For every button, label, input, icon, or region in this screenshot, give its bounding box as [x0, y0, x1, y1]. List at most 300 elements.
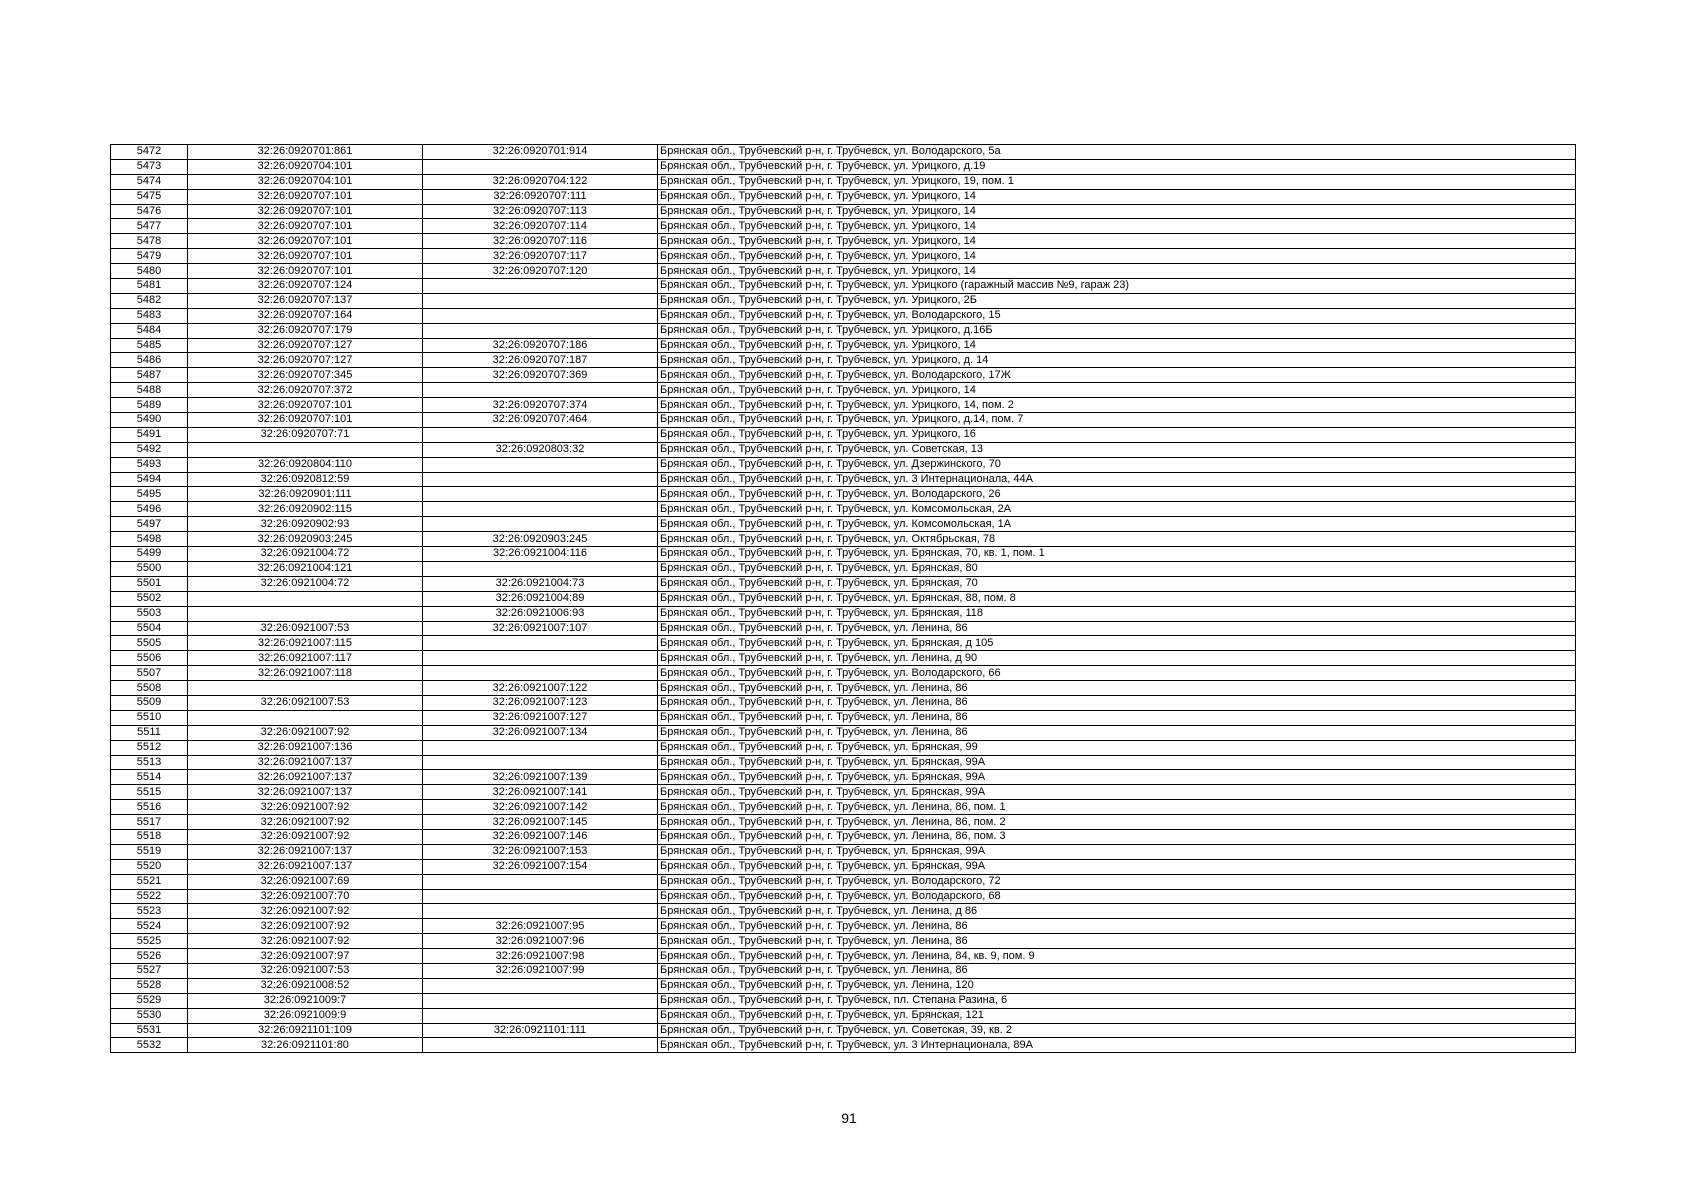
object-cadastral-number-cell: 32:26:0920704:122	[423, 174, 658, 189]
object-cadastral-number-cell: 32:26:0921007:98	[423, 949, 658, 964]
address-cell: Брянская обл., Трубчевский р-н, г. Трубчевск, ул. Брянская, 99А	[658, 755, 1576, 770]
cadastral-number-cell: 32:26:0921007:53	[188, 963, 423, 978]
cadastral-number-cell: 32:26:0920707:101	[188, 249, 423, 264]
table-row	[111, 621, 1576, 636]
object-cadastral-number-cell: 32:26:0921004:116	[423, 547, 658, 562]
row-number-cell: 5482	[111, 293, 188, 308]
table-row	[111, 338, 1576, 353]
cadastral-number-cell: 32:26:0921007:92	[188, 904, 423, 919]
address-cell: Брянская обл., Трубчевский р-н, г. Трубчевск, ул. Урицкого, д.14, пом. 7	[658, 413, 1576, 428]
row-number-cell: 5486	[111, 353, 188, 368]
object-cadastral-number-cell	[423, 323, 658, 338]
cadastral-number-cell: 32:26:0921007:115	[188, 636, 423, 651]
cadastral-number-cell: 32:26:0921007:53	[188, 621, 423, 636]
row-number-cell: 5478	[111, 234, 188, 249]
row-number-cell: 5513	[111, 755, 188, 770]
address-cell: Брянская обл., Трубчевский р-н, г. Трубчевск, ул. Ленина, 86	[658, 681, 1576, 696]
cadastral-number-cell: 32:26:0920704:101	[188, 159, 423, 174]
object-cadastral-number-cell	[423, 651, 658, 666]
table-row	[111, 293, 1576, 308]
row-number-cell: 5496	[111, 502, 188, 517]
object-cadastral-number-cell: 32:26:0921007:127	[423, 710, 658, 725]
object-cadastral-number-cell: 32:26:0920707:374	[423, 398, 658, 413]
table-row	[111, 189, 1576, 204]
object-cadastral-number-cell: 32:26:0920707:187	[423, 353, 658, 368]
row-number-cell: 5474	[111, 174, 188, 189]
table-row	[111, 561, 1576, 576]
cadastral-number-cell	[188, 591, 423, 606]
row-number-cell: 5492	[111, 442, 188, 457]
address-cell: Брянская обл., Трубчевский р-н, г. Трубчевск, ул. Урицкого, 14	[658, 264, 1576, 279]
row-number-cell: 5484	[111, 323, 188, 338]
address-cell: Брянская обл., Трубчевский р-н, г. Трубчевск, ул. Урицкого, д.16Б	[658, 323, 1576, 338]
row-number-cell: 5529	[111, 993, 188, 1008]
address-cell: Брянская обл., Трубчевский р-н, г. Трубчевск, ул. Дзержинского, 70	[658, 457, 1576, 472]
table-row	[111, 800, 1576, 815]
object-cadastral-number-cell	[423, 487, 658, 502]
address-cell: Брянская обл., Трубчевский р-н, г. Трубчевск, ул. Урицкого, 19, пом. 1	[658, 174, 1576, 189]
table-row	[111, 264, 1576, 279]
object-cadastral-number-cell: 32:26:0920707:369	[423, 368, 658, 383]
row-number-cell: 5515	[111, 785, 188, 800]
address-cell: Брянская обл., Трубчевский р-н, г. Трубчевск, ул. Урицкого, 14	[658, 338, 1576, 353]
row-number-cell: 5525	[111, 934, 188, 949]
address-cell: Брянская обл., Трубчевский р-н, г. Трубчевск, ул. Брянская, 118	[658, 606, 1576, 621]
object-cadastral-number-cell: 32:26:0920707:186	[423, 338, 658, 353]
row-number-cell: 5512	[111, 740, 188, 755]
object-cadastral-number-cell	[423, 457, 658, 472]
address-cell: Брянская обл., Трубчевский р-н, г. Трубчевск, ул. Ленина, 86	[658, 695, 1576, 710]
row-number-cell: 5528	[111, 978, 188, 993]
cadastral-number-cell: 32:26:0920707:101	[188, 413, 423, 428]
object-cadastral-number-cell: 32:26:0921007:107	[423, 621, 658, 636]
table-row	[111, 755, 1576, 770]
table-row	[111, 844, 1576, 859]
address-cell: Брянская обл., Трубчевский р-н, г. Трубчевск, ул. Урицкого, 14	[658, 234, 1576, 249]
object-cadastral-number-cell	[423, 472, 658, 487]
object-cadastral-number-cell	[423, 993, 658, 1008]
table-row	[111, 815, 1576, 830]
cadastral-number-cell: 32:26:0921007:92	[188, 815, 423, 830]
table-row	[111, 219, 1576, 234]
address-cell: Брянская обл., Трубчевский р-н, г. Трубчевск, ул. Брянская, д 105	[658, 636, 1576, 651]
table-row	[111, 353, 1576, 368]
cadastral-number-cell: 32:26:0920707:101	[188, 398, 423, 413]
address-cell: Брянская обл., Трубчевский р-н, г. Трубчевск, ул. Брянская, 80	[658, 561, 1576, 576]
property-table-body	[111, 145, 1576, 1053]
table-row	[111, 651, 1576, 666]
cadastral-number-cell: 32:26:0921004:121	[188, 561, 423, 576]
address-cell: Брянская обл., Трубчевский р-н, г. Трубчевск, ул. Урицкого, 2Б	[658, 293, 1576, 308]
object-cadastral-number-cell: 32:26:0921007:145	[423, 815, 658, 830]
object-cadastral-number-cell: 32:26:0921007:154	[423, 859, 658, 874]
address-cell: Брянская обл., Трубчевский р-н, г. Трубчевск, ул. Ленина, 86, пом. 3	[658, 829, 1576, 844]
row-number-cell: 5519	[111, 844, 188, 859]
row-number-cell: 5497	[111, 517, 188, 532]
address-cell: Брянская обл., Трубчевский р-н, г. Трубчевск, ул. Брянская, 99А	[658, 859, 1576, 874]
object-cadastral-number-cell: 32:26:0921007:141	[423, 785, 658, 800]
table-row	[111, 695, 1576, 710]
table-row	[111, 517, 1576, 532]
row-number-cell: 5499	[111, 547, 188, 562]
row-number-cell: 5493	[111, 457, 188, 472]
row-number-cell: 5502	[111, 591, 188, 606]
table-row	[111, 279, 1576, 294]
cadastral-number-cell: 32:26:0921007:117	[188, 651, 423, 666]
row-number-cell: 5480	[111, 264, 188, 279]
row-number-cell: 5477	[111, 219, 188, 234]
address-cell: Брянская обл., Трубчевский р-н, г. Трубчевск, ул. Урицкого, 14, пом. 2	[658, 398, 1576, 413]
row-number-cell: 5487	[111, 368, 188, 383]
row-number-cell: 5506	[111, 651, 188, 666]
address-cell: Брянская обл., Трубчевский р-н, г. Трубчевск, ул. Ленина, 84, кв. 9, пом. 9	[658, 949, 1576, 964]
object-cadastral-number-cell	[423, 889, 658, 904]
object-cadastral-number-cell: 32:26:0921007:139	[423, 770, 658, 785]
address-cell: Брянская обл., Трубчевский р-н, г. Трубчевск, ул. Брянская, 99А	[658, 785, 1576, 800]
cadastral-number-cell: 32:26:0920707:101	[188, 189, 423, 204]
object-cadastral-number-cell	[423, 308, 658, 323]
cadastral-number-cell: 32:26:0921009:9	[188, 1008, 423, 1023]
property-table	[110, 144, 1576, 1053]
row-number-cell: 5479	[111, 249, 188, 264]
row-number-cell: 5503	[111, 606, 188, 621]
table-row	[111, 636, 1576, 651]
cadastral-number-cell: 32:26:0920901:111	[188, 487, 423, 502]
row-number-cell: 5526	[111, 949, 188, 964]
cadastral-number-cell: 32:26:0921009:7	[188, 993, 423, 1008]
cadastral-number-cell: 32:26:0920707:124	[188, 279, 423, 294]
address-cell: Брянская обл., Трубчевский р-н, г. Трубчевск, ул. Брянская, 121	[658, 1008, 1576, 1023]
object-cadastral-number-cell	[423, 427, 658, 442]
object-cadastral-number-cell: 32:26:0921007:142	[423, 800, 658, 815]
row-number-cell: 5473	[111, 159, 188, 174]
object-cadastral-number-cell	[423, 666, 658, 681]
cadastral-number-cell: 32:26:0920812:59	[188, 472, 423, 487]
object-cadastral-number-cell	[423, 904, 658, 919]
table-row	[111, 576, 1576, 591]
table-row	[111, 427, 1576, 442]
address-cell: Брянская обл., Трубчевский р-н, г. Трубчевск, ул. Володарского, 66	[658, 666, 1576, 681]
cadastral-number-cell: 32:26:0920707:101	[188, 204, 423, 219]
row-number-cell: 5516	[111, 800, 188, 815]
cadastral-number-cell: 32:26:0920804:110	[188, 457, 423, 472]
object-cadastral-number-cell: 32:26:0921007:123	[423, 695, 658, 710]
table-row	[111, 666, 1576, 681]
table-row	[111, 204, 1576, 219]
row-number-cell: 5518	[111, 829, 188, 844]
address-cell: Брянская обл., Трубчевский р-н, г. Трубчевск, ул. Комсомольская, 1А	[658, 517, 1576, 532]
object-cadastral-number-cell: 32:26:0921004:89	[423, 591, 658, 606]
cadastral-number-cell: 32:26:0920707:137	[188, 293, 423, 308]
object-cadastral-number-cell	[423, 502, 658, 517]
table-row	[111, 859, 1576, 874]
address-cell: Брянская обл., Трубчевский р-н, г. Трубчевск, ул. Ленина, 86	[658, 725, 1576, 740]
table-row	[111, 770, 1576, 785]
table-row	[111, 978, 1576, 993]
object-cadastral-number-cell	[423, 293, 658, 308]
cadastral-number-cell: 32:26:0921007:137	[188, 785, 423, 800]
cadastral-number-cell: 32:26:0920902:93	[188, 517, 423, 532]
cadastral-number-cell: 32:26:0921007:137	[188, 844, 423, 859]
object-cadastral-number-cell: 32:26:0920903:245	[423, 532, 658, 547]
address-cell: Брянская обл., Трубчевский р-н, г. Трубчевск, ул. Володарского, 5а	[658, 145, 1576, 160]
object-cadastral-number-cell: 32:26:0921007:122	[423, 681, 658, 696]
table-row	[111, 949, 1576, 964]
address-cell: Брянская обл., Трубчевский р-н, г. Трубчевск, ул. Брянская, 70, кв. 1, пом. 1	[658, 547, 1576, 562]
row-number-cell: 5521	[111, 874, 188, 889]
table-row	[111, 710, 1576, 725]
cadastral-number-cell: 32:26:0921101:109	[188, 1023, 423, 1038]
address-cell: Брянская обл., Трубчевский р-н, г. Трубчевск, ул. Брянская, 99	[658, 740, 1576, 755]
address-cell: Брянская обл., Трубчевский р-н, г. Трубчевск, ул. Ленина, 86	[658, 963, 1576, 978]
object-cadastral-number-cell: 32:26:0920701:914	[423, 145, 658, 160]
object-cadastral-number-cell	[423, 755, 658, 770]
address-cell: Брянская обл., Трубчевский р-н, г. Трубчевск, ул. Урицкого (гаражный массив №9, гараж 23)	[658, 279, 1576, 294]
row-number-cell: 5494	[111, 472, 188, 487]
object-cadastral-number-cell	[423, 1038, 658, 1053]
object-cadastral-number-cell	[423, 978, 658, 993]
table-row	[111, 1008, 1576, 1023]
row-number-cell: 5485	[111, 338, 188, 353]
row-number-cell: 5522	[111, 889, 188, 904]
table-row	[111, 993, 1576, 1008]
table-row	[111, 457, 1576, 472]
address-cell: Брянская обл., Трубчевский р-н, г. Трубчевск, ул. Ленина, 86, пом. 2	[658, 815, 1576, 830]
row-number-cell: 5472	[111, 145, 188, 160]
table-row	[111, 413, 1576, 428]
row-number-cell: 5509	[111, 695, 188, 710]
address-cell: Брянская обл., Трубчевский р-н, г. Трубчевск, ул. Урицкого, 14	[658, 219, 1576, 234]
object-cadastral-number-cell: 32:26:0921101:111	[423, 1023, 658, 1038]
table-row	[111, 398, 1576, 413]
cadastral-number-cell: 32:26:0921007:136	[188, 740, 423, 755]
address-cell: Брянская обл., Трубчевский р-н, г. Трубчевск, ул. 3 Интернационала, 89А	[658, 1038, 1576, 1053]
cadastral-number-cell: 32:26:0921007:92	[188, 725, 423, 740]
row-number-cell: 5481	[111, 279, 188, 294]
object-cadastral-number-cell: 32:26:0921004:73	[423, 576, 658, 591]
table-row	[111, 1038, 1576, 1053]
cadastral-number-cell: 32:26:0920707:345	[188, 368, 423, 383]
object-cadastral-number-cell: 32:26:0920707:113	[423, 204, 658, 219]
cadastral-number-cell: 32:26:0920707:101	[188, 219, 423, 234]
table-row	[111, 308, 1576, 323]
row-number-cell: 5517	[111, 815, 188, 830]
object-cadastral-number-cell: 32:26:0920707:120	[423, 264, 658, 279]
cadastral-number-cell: 32:26:0921007:118	[188, 666, 423, 681]
table-row	[111, 487, 1576, 502]
address-cell: Брянская обл., Трубчевский р-н, г. Трубчевск, ул. Советская, 39, кв. 2	[658, 1023, 1576, 1038]
row-number-cell: 5490	[111, 413, 188, 428]
table-row	[111, 874, 1576, 889]
object-cadastral-number-cell	[423, 517, 658, 532]
object-cadastral-number-cell: 32:26:0921007:153	[423, 844, 658, 859]
address-cell: Брянская обл., Трубчевский р-н, г. Трубчевск, ул. Ленина, 86	[658, 919, 1576, 934]
table-row	[111, 532, 1576, 547]
address-cell: Брянская обл., Трубчевский р-н, г. Трубчевск, ул. Урицкого, 14	[658, 249, 1576, 264]
address-cell: Брянская обл., Трубчевский р-н, г. Трубчевск, ул. Брянская, 99А	[658, 844, 1576, 859]
address-cell: Брянская обл., Трубчевский р-н, г. Трубчевск, ул. Урицкого, 14	[658, 383, 1576, 398]
cadastral-number-cell: 32:26:0920903:245	[188, 532, 423, 547]
table-row	[111, 472, 1576, 487]
object-cadastral-number-cell	[423, 740, 658, 755]
table-row	[111, 234, 1576, 249]
table-row	[111, 829, 1576, 844]
object-cadastral-number-cell: 32:26:0920707:114	[423, 219, 658, 234]
cadastral-number-cell: 32:26:0921007:92	[188, 829, 423, 844]
address-cell: Брянская обл., Трубчевский р-н, г. Трубчевск, ул. 3 Интернационала, 44А	[658, 472, 1576, 487]
table-row	[111, 725, 1576, 740]
row-number-cell: 5531	[111, 1023, 188, 1038]
address-cell: Брянская обл., Трубчевский р-н, г. Трубчевск, ул. Ленина, д 90	[658, 651, 1576, 666]
row-number-cell: 5510	[111, 710, 188, 725]
address-cell: Брянская обл., Трубчевский р-н, г. Трубчевск, ул. Володарского, 17Ж	[658, 368, 1576, 383]
table-row	[111, 174, 1576, 189]
cadastral-number-cell: 32:26:0921007:137	[188, 755, 423, 770]
object-cadastral-number-cell	[423, 874, 658, 889]
cadastral-number-cell: 32:26:0920704:101	[188, 174, 423, 189]
cadastral-number-cell: 32:26:0920707:101	[188, 234, 423, 249]
row-number-cell: 5523	[111, 904, 188, 919]
row-number-cell: 5514	[111, 770, 188, 785]
table-row	[111, 323, 1576, 338]
table-row	[111, 591, 1576, 606]
table-row	[111, 1023, 1576, 1038]
cadastral-number-cell: 32:26:0921007:137	[188, 770, 423, 785]
cadastral-number-cell: 32:26:0921004:72	[188, 547, 423, 562]
row-number-cell: 5505	[111, 636, 188, 651]
row-number-cell: 5530	[111, 1008, 188, 1023]
row-number-cell: 5500	[111, 561, 188, 576]
cadastral-number-cell: 32:26:0920707:101	[188, 264, 423, 279]
object-cadastral-number-cell	[423, 636, 658, 651]
object-cadastral-number-cell: 32:26:0920707:116	[423, 234, 658, 249]
address-cell: Брянская обл., Трубчевский р-н, г. Трубчевск, пл. Степана Разина, 6	[658, 993, 1576, 1008]
cadastral-number-cell: 32:26:0921007:70	[188, 889, 423, 904]
row-number-cell: 5488	[111, 383, 188, 398]
cadastral-number-cell: 32:26:0921004:72	[188, 576, 423, 591]
table-row	[111, 934, 1576, 949]
object-cadastral-number-cell: 32:26:0920707:464	[423, 413, 658, 428]
address-cell: Брянская обл., Трубчевский р-н, г. Трубчевск, ул. Ленина, 86	[658, 934, 1576, 949]
table-row	[111, 606, 1576, 621]
row-number-cell: 5527	[111, 963, 188, 978]
address-cell: Брянская обл., Трубчевский р-н, г. Трубчевск, ул. Ленина, 86, пом. 1	[658, 800, 1576, 815]
table-row	[111, 963, 1576, 978]
table-row	[111, 502, 1576, 517]
cadastral-number-cell: 32:26:0920707:127	[188, 353, 423, 368]
address-cell: Брянская обл., Трубчевский р-н, г. Трубчевск, ул. Комсомольская, 2А	[658, 502, 1576, 517]
address-cell: Брянская обл., Трубчевский р-н, г. Трубчевск, ул. Урицкого, д. 14	[658, 353, 1576, 368]
table-row	[111, 383, 1576, 398]
object-cadastral-number-cell	[423, 279, 658, 294]
cadastral-number-cell	[188, 442, 423, 457]
object-cadastral-number-cell	[423, 159, 658, 174]
cadastral-number-cell: 32:26:0920707:372	[188, 383, 423, 398]
object-cadastral-number-cell: 32:26:0921006:93	[423, 606, 658, 621]
object-cadastral-number-cell: 32:26:0920803:32	[423, 442, 658, 457]
table-row	[111, 145, 1576, 160]
object-cadastral-number-cell	[423, 561, 658, 576]
row-number-cell: 5504	[111, 621, 188, 636]
object-cadastral-number-cell: 32:26:0920707:111	[423, 189, 658, 204]
row-number-cell: 5507	[111, 666, 188, 681]
table-row	[111, 889, 1576, 904]
cadastral-number-cell: 32:26:0921007:92	[188, 800, 423, 815]
cadastral-number-cell: 32:26:0921007:53	[188, 695, 423, 710]
address-cell: Брянская обл., Трубчевский р-н, г. Трубчевск, ул. Володарского, 26	[658, 487, 1576, 502]
cadastral-number-cell: 32:26:0921101:80	[188, 1038, 423, 1053]
object-cadastral-number-cell: 32:26:0921007:146	[423, 829, 658, 844]
row-number-cell: 5476	[111, 204, 188, 219]
table-row	[111, 919, 1576, 934]
object-cadastral-number-cell	[423, 383, 658, 398]
cadastral-number-cell: 32:26:0921008:52	[188, 978, 423, 993]
cadastral-number-cell: 32:26:0920707:71	[188, 427, 423, 442]
cadastral-number-cell: 32:26:0920707:127	[188, 338, 423, 353]
address-cell: Брянская обл., Трубчевский р-н, г. Трубчевск, ул. Ленина, д 86	[658, 904, 1576, 919]
row-number-cell: 5532	[111, 1038, 188, 1053]
table-row	[111, 681, 1576, 696]
cadastral-number-cell	[188, 710, 423, 725]
address-cell: Брянская обл., Трубчевский р-н, г. Трубчевск, ул. Брянская, 99А	[658, 770, 1576, 785]
cadastral-number-cell: 32:26:0921007:97	[188, 949, 423, 964]
row-number-cell: 5498	[111, 532, 188, 547]
cadastral-number-cell: 32:26:0921007:69	[188, 874, 423, 889]
row-number-cell: 5495	[111, 487, 188, 502]
row-number-cell: 5489	[111, 398, 188, 413]
address-cell: Брянская обл., Трубчевский р-н, г. Трубчевск, ул. Октябрьская, 78	[658, 532, 1576, 547]
row-number-cell: 5475	[111, 189, 188, 204]
row-number-cell: 5520	[111, 859, 188, 874]
table-row	[111, 442, 1576, 457]
cadastral-number-cell: 32:26:0921007:92	[188, 934, 423, 949]
address-cell: Брянская обл., Трубчевский р-н, г. Трубчевск, ул. Володарского, 72	[658, 874, 1576, 889]
address-cell: Брянская обл., Трубчевский р-н, г. Трубчевск, ул. Урицкого, 14	[658, 189, 1576, 204]
table-row	[111, 904, 1576, 919]
address-cell: Брянская обл., Трубчевский р-н, г. Трубчевск, ул. Урицкого, 14	[658, 204, 1576, 219]
cadastral-number-cell: 32:26:0920902:115	[188, 502, 423, 517]
object-cadastral-number-cell: 32:26:0921007:96	[423, 934, 658, 949]
object-cadastral-number-cell: 32:26:0920707:117	[423, 249, 658, 264]
address-cell: Брянская обл., Трубчевский р-н, г. Трубчевск, ул. Ленина, 86	[658, 710, 1576, 725]
cadastral-number-cell: 32:26:0920701:861	[188, 145, 423, 160]
row-number-cell: 5524	[111, 919, 188, 934]
page-number: 91	[841, 1110, 857, 1126]
address-cell: Брянская обл., Трубчевский р-н, г. Трубчевск, ул. Володарского, 15	[658, 308, 1576, 323]
cadastral-number-cell	[188, 681, 423, 696]
cadastral-number-cell	[188, 606, 423, 621]
row-number-cell: 5491	[111, 427, 188, 442]
object-cadastral-number-cell	[423, 1008, 658, 1023]
object-cadastral-number-cell: 32:26:0921007:95	[423, 919, 658, 934]
cadastral-number-cell: 32:26:0921007:137	[188, 859, 423, 874]
address-cell: Брянская обл., Трубчевский р-н, г. Трубчевск, ул. Ленина, 120	[658, 978, 1576, 993]
row-number-cell: 5483	[111, 308, 188, 323]
address-cell: Брянская обл., Трубчевский р-н, г. Трубчевск, ул. Урицкого, 16	[658, 427, 1576, 442]
address-cell: Брянская обл., Трубчевский р-н, г. Трубчевск, ул. Брянская, 70	[658, 576, 1576, 591]
row-number-cell: 5511	[111, 725, 188, 740]
table-row	[111, 368, 1576, 383]
table-row	[111, 740, 1576, 755]
cadastral-number-cell: 32:26:0921007:92	[188, 919, 423, 934]
address-cell: Брянская обл., Трубчевский р-н, г. Трубчевск, ул. Советская, 13	[658, 442, 1576, 457]
table-row	[111, 159, 1576, 174]
cadastral-number-cell: 32:26:0920707:179	[188, 323, 423, 338]
table-row	[111, 249, 1576, 264]
address-cell: Брянская обл., Трубчевский р-н, г. Трубчевск, ул. Брянская, 88, пом. 8	[658, 591, 1576, 606]
row-number-cell: 5508	[111, 681, 188, 696]
object-cadastral-number-cell: 32:26:0921007:134	[423, 725, 658, 740]
